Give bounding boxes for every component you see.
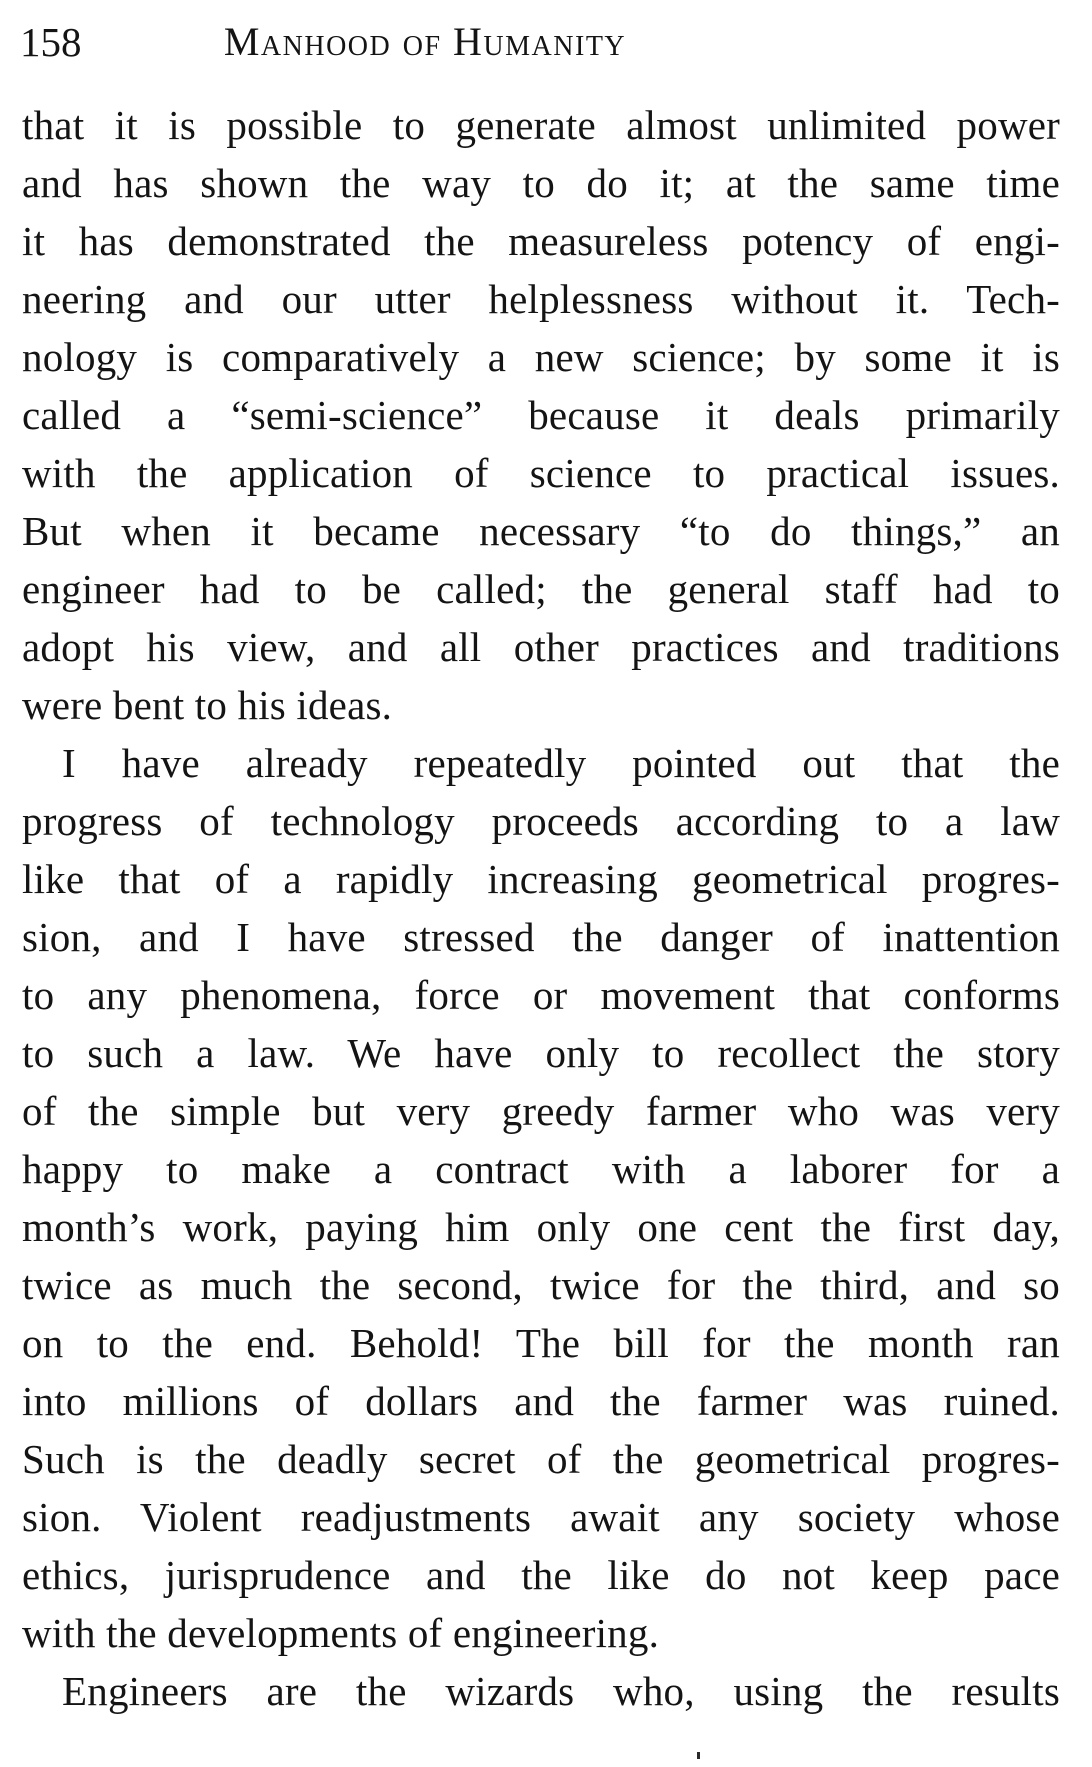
paragraph-2: [22, 734, 1060, 1662]
text-line: Such is the deadly secret of the geometrical progres-: [22, 1436, 1060, 1482]
text-line: happy to make a contract with a laborer for a: [22, 1146, 1060, 1192]
text-line: on to the end. Behold! The bill for the month ran: [22, 1320, 1060, 1366]
text-line: neering and our utter helplessness without it. Tech-: [22, 276, 1060, 322]
text-line: ethics, jurisprudence and the like do not keep pace: [22, 1552, 1060, 1598]
text-line: to such a law. We have only to recollect the story: [22, 1030, 1060, 1076]
text-line: Engineers are the wizards who, using the results: [62, 1668, 1060, 1714]
paragraph-3: [22, 1662, 1060, 1720]
text-line: to any phenomena, force or movement that conforms: [22, 972, 1060, 1018]
text-line: I have already repeatedly pointed out that the: [62, 740, 1060, 786]
text-line: into millions of dollars and the farmer was ruined.: [22, 1378, 1060, 1424]
text-line: twice as much the second, twice for the third, and so: [22, 1262, 1060, 1308]
text-line: were bent to his ideas.: [22, 682, 393, 728]
text-line: called a “semi-science” because it deals primarily: [22, 392, 1060, 438]
text-line: of the simple but very greedy farmer who was very: [22, 1088, 1060, 1134]
text-line: sion. Violent readjustments await any society whose: [22, 1494, 1060, 1540]
text-line: that it is possible to generate almost unlimited power: [22, 102, 1060, 148]
page-number: 158: [20, 19, 82, 65]
text-line: with the application of science to practical issues.: [22, 450, 1060, 496]
running-head: [20, 14, 1070, 70]
text-line: adopt his view, and all other practices and traditions: [22, 624, 1060, 670]
text-line: nology is comparatively a new science; by some it is: [22, 334, 1060, 380]
print-speck: [697, 1752, 700, 1759]
running-title: Manhood of Humanity: [223, 19, 627, 64]
text-line: But when it became necessary “to do things,” an: [22, 508, 1060, 554]
text-line: progress of technology proceeds according to a law: [22, 798, 1060, 844]
text-line: with the developments of engineering.: [22, 1610, 660, 1656]
text-line: sion, and I have stressed the danger of inattention: [22, 914, 1060, 960]
text-line: it has demonstrated the measureless potency of engi-: [22, 218, 1060, 264]
text-line: and has shown the way to do it; at the same time: [22, 160, 1060, 206]
text-line: engineer had to be called; the general staff had to: [22, 566, 1060, 612]
text-line: month’s work, paying him only one cent the first day,: [22, 1204, 1060, 1250]
text-line: like that of a rapidly increasing geometrical progres-: [22, 856, 1060, 902]
body-text: [22, 96, 1060, 1720]
paragraph-1: [22, 96, 1060, 734]
